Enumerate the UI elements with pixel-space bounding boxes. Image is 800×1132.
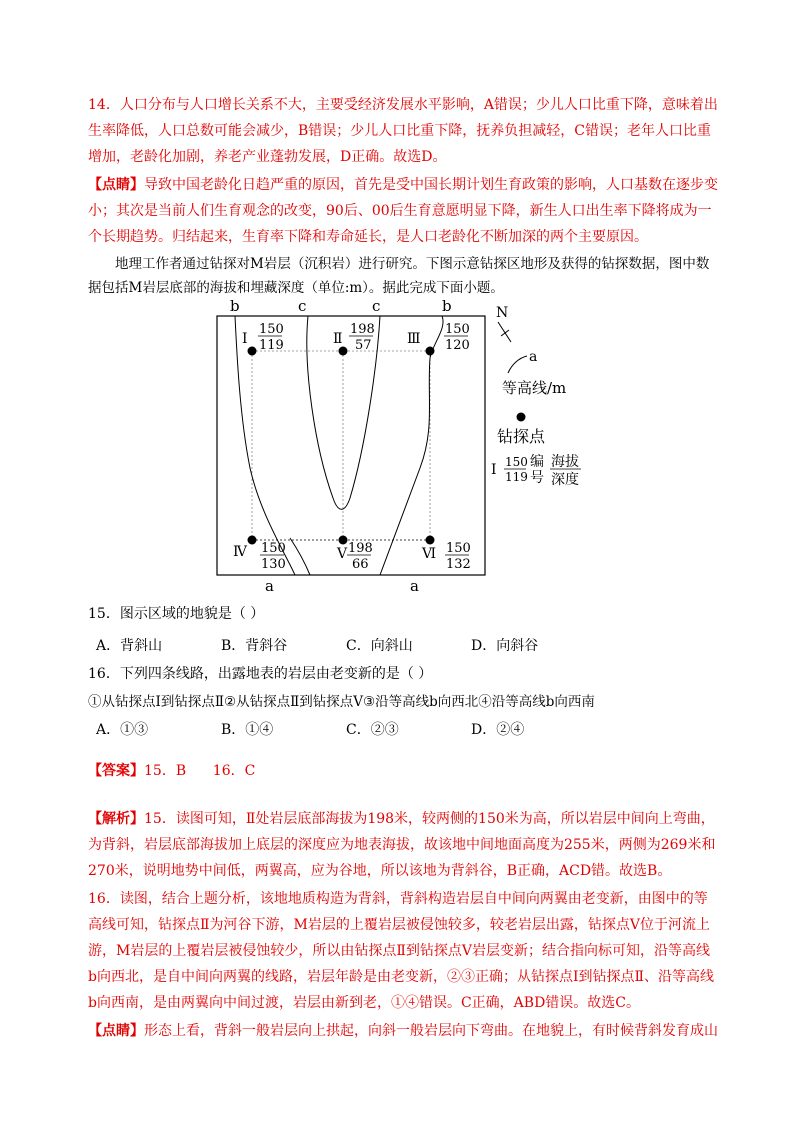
answer-tag: 【答案】 <box>88 763 144 779</box>
point-3-id: Ⅲ <box>407 331 421 347</box>
point-6-depth: 132 <box>446 557 471 572</box>
q16-option-b[interactable]: B．①④ <box>221 722 274 738</box>
point-1-id: Ⅰ <box>242 331 248 347</box>
point-3-depth: 120 <box>445 338 470 353</box>
drilling-figure <box>215 298 615 598</box>
point-5-depth: 66 <box>352 557 369 572</box>
contour-legend-icon <box>508 356 527 373</box>
point-3-alt: 150 <box>445 322 470 337</box>
point-1-depth: 119 <box>259 338 284 353</box>
legend-depth: 深度 <box>551 472 579 488</box>
legend-contour-letter: a <box>529 349 538 365</box>
drill-point-6 <box>426 536 435 545</box>
q16-options <box>88 717 718 743</box>
answer-text: 15．B 16．C <box>144 763 256 779</box>
q14-explanation: 14．人口分布与人口增长关系不大，主要受经济发展水平影响，A错误；少儿人口比重下降，意味着出生率降低，人口总数可能会减少，B错误；少儿人口比重下降，抚养负担减轻，C错误；老年人口比重增加，老龄化加剧，养老产业蓬勃发展，D正确。故选D。 <box>88 97 718 165</box>
q16-routes: ①从钻探点Ⅰ到钻探点Ⅱ②从钻探点Ⅱ到钻探点Ⅴ③沿等高线b向西北④沿等高线b向西南 <box>88 694 595 710</box>
legend-example-id: Ⅰ <box>491 462 497 478</box>
questions-block <box>88 601 718 743</box>
q16-option-c[interactable]: C．②③ <box>346 722 399 738</box>
drill-point-2 <box>339 347 348 356</box>
note2-tag: 【点睛】 <box>88 1023 144 1039</box>
q15-option-a[interactable]: A．背斜山 <box>96 638 163 654</box>
point-5-id: Ⅴ <box>337 546 348 562</box>
q15-option-d[interactable]: D．向斜谷 <box>471 638 539 654</box>
answer-block <box>88 758 718 784</box>
page-content <box>88 90 718 300</box>
legend-example-depth: 119 <box>505 470 528 484</box>
answer-line <box>88 758 718 784</box>
q16-stem: 16．下列四条线路，出露地表的岩层由老变新的是（ ） <box>88 666 433 682</box>
note1-tag: 【点睛】 <box>88 177 144 193</box>
q15-options <box>88 633 718 659</box>
spacer <box>310 498 335 563</box>
point-5-alt: 198 <box>348 541 373 556</box>
note2-text: 形态上看，背斜一般岩层向上拱起，向斜一般岩层向下弯曲。在地貌上，有时候背斜发育成山 <box>144 1023 718 1039</box>
q15-option-c[interactable]: C．向斜山 <box>346 638 413 654</box>
point-4-id: Ⅳ <box>233 544 247 560</box>
point-4-depth: 130 <box>261 557 286 572</box>
analysis-block <box>88 806 718 1044</box>
legend-contour-label: 等高线/m <box>502 379 567 397</box>
legend-altitude: 海拔 <box>551 454 579 470</box>
north-arrow-icon <box>498 322 511 342</box>
legend-hao: 号 <box>530 470 544 486</box>
contour-a-left-inner <box>290 538 310 575</box>
note-2 <box>88 1018 718 1044</box>
legend-bian: 编 <box>530 454 544 470</box>
label-bottom-a1: a <box>265 577 274 595</box>
label-bottom-a2: a <box>410 577 419 595</box>
analysis-16: 16．读图，结合上题分析，该地地质构造为背斜，背斜构造岩层自中间向两翼由老变新，由图中的等高线可知，钻探点Ⅱ为河谷下游，M岩层的上覆岩层被侵蚀较多，较老岩层出露，钻探点Ⅴ位于河流上游，M岩层的上覆岩层被侵蚀较少，所以由钻探点Ⅱ到钻探点Ⅴ岩层变新；结合指向标可知，沿等高线b向西北，是自中间向两翼的线路，岩层年龄是由老变新，②③正确；从钻探点Ⅰ到钻探点Ⅱ、沿等高线b向西南，是由两翼向中间过渡，岩层由新到老，①④错误。C正确，ABD错误。故选C。 <box>88 891 715 1011</box>
q15-stem: 15．图示区域的地貌是（ ） <box>88 606 265 622</box>
point-2-alt: 198 <box>350 322 375 337</box>
point-2-depth: 57 <box>355 338 372 353</box>
label-top-c2: c <box>372 297 381 315</box>
point-6-alt: 150 <box>446 541 471 556</box>
q15-option-b[interactable]: B．背斜谷 <box>221 638 288 654</box>
legend-drill-icon <box>517 413 526 422</box>
analysis-15 <box>88 806 718 884</box>
label-top-b1: b <box>230 297 240 315</box>
spacer2 <box>365 483 410 575</box>
analysis-15-text: 15．读图可知，Ⅱ处岩层底部海拔为198米，较两侧的150米为高，所以岩层中间向上弯曲，为背斜，岩层底部海拔加上底层的深度应为地表海拔，故该地中间地面高度为255米，两侧为269米和270米，说明地势中间低，两翼高，应为谷地，所以该地为背斜谷，B正确，ACD错。故选B。 <box>88 811 716 879</box>
point-4-alt: 150 <box>261 541 286 556</box>
point-1-alt: 150 <box>259 322 284 337</box>
drill-point-3 <box>426 347 435 356</box>
drill-point-5 <box>339 536 348 545</box>
point-6-id: Ⅵ <box>422 546 437 562</box>
contour-b-right-to-a <box>380 316 443 575</box>
note1-text: 导致中国老龄化日趋严重的原因，首先是受中国长期计划生育政策的影响，人口基数在逐步变小；其次是当前人们生育观念的改变，90后、00后生育意愿明显下降，新生人口出生率下降将成为一个长期趋势。归结起来，生育率下降和寿命延长，是人口老龄化不断加深的两个主要原因。 <box>88 177 718 245</box>
legend-drill-label: 钻探点 <box>497 427 546 446</box>
drill-point-1 <box>248 347 257 356</box>
q16-option-a[interactable]: A．①③ <box>96 722 149 738</box>
drill-point-4 <box>248 536 257 545</box>
north-label: N <box>496 305 509 321</box>
q16-option-d[interactable]: D．②④ <box>471 722 525 738</box>
label-top-c1: c <box>298 297 307 315</box>
north-arrow-tick <box>501 330 509 336</box>
point-2-id: Ⅱ <box>333 331 343 347</box>
map-frame <box>217 316 485 575</box>
note-1 <box>88 172 718 250</box>
label-top-b2: b <box>442 297 452 315</box>
contour-b-left-to-a <box>235 316 295 575</box>
intro-text: 地理工作者通过钻探对M岩层（沉积岩）进行研究。下图示意钻探区地形及获得的钻探数据，图中数据包括M岩层底部的海拔和埋藏深度（单位:m）。据此完成下面小题。 <box>88 256 710 296</box>
legend-example-alt: 150 <box>505 455 528 469</box>
analysis-tag: 【解析】 <box>88 811 144 827</box>
